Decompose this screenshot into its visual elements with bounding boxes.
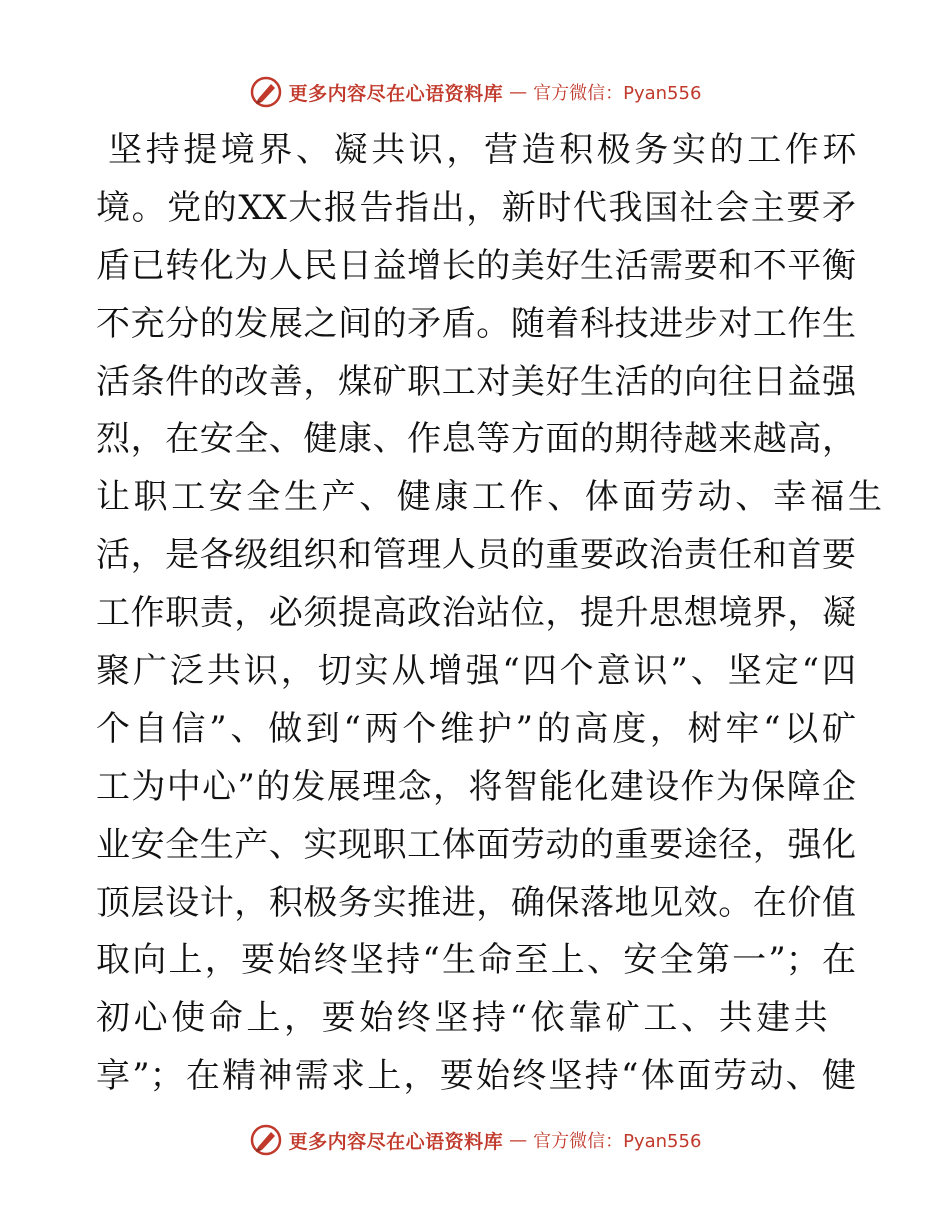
text-line: 不充分的发展之间的矛盾。随着科技进步对工作生 bbox=[96, 303, 856, 344]
text-line: 取向上，要始终坚持“生命至上、安全第一”；在 bbox=[96, 940, 856, 981]
text-line: 烈，在安全、健康、作息等方面的期待越来越高， bbox=[96, 419, 856, 460]
watermark-separator: — bbox=[509, 1129, 528, 1151]
text-line: 顶层设计，积极务实推进，确保落地见效。在价值 bbox=[96, 882, 856, 923]
document-body bbox=[96, 122, 886, 1106]
text-line: 让职工安全生产、健康工作、体面劳动、幸福生 bbox=[96, 477, 886, 518]
text-line: 坚持提境界、凝共识，营造积极务实的工作环 bbox=[108, 130, 860, 170]
text-line: 业安全生产、实现职工体面劳动的重要途径，强化 bbox=[96, 824, 856, 865]
text-line: 活，是各级组织和管理人员的重要政治责任和首要 bbox=[96, 535, 856, 576]
pen-logo-icon bbox=[249, 75, 283, 109]
footer-watermark bbox=[0, 1120, 950, 1160]
watermark-title: 更多内容尽在心语资料库 bbox=[288, 82, 504, 105]
text-line: 境。党的XX大报告指出，新时代我国社会主要矛 bbox=[96, 187, 856, 228]
pen-logo-icon bbox=[249, 1123, 283, 1157]
text-line: 初心使命上，要始终坚持“依靠矿工、共建共 bbox=[96, 998, 832, 1039]
watermark-wechat: 官方微信：Pyan556 bbox=[533, 1131, 702, 1152]
text-line: 工作职责，必须提高政治站位，提升思想境界，凝 bbox=[96, 593, 856, 634]
text-line: 盾已转化为人民日益增长的美好生活需要和不平衡 bbox=[96, 245, 856, 286]
watermark-wechat: 官方微信：Pyan556 bbox=[533, 83, 702, 104]
text-line: 聚广泛共识，切实从增强“四个意识”、坚定“四 bbox=[96, 651, 856, 692]
text-line: 个自信”、做到“两个维护”的高度，树牢“以矿 bbox=[96, 708, 856, 749]
text-line: 工为中心”的发展理念，将智能化建设作为保障企 bbox=[96, 766, 856, 807]
header-watermark bbox=[0, 72, 950, 112]
watermark-separator: — bbox=[509, 81, 528, 103]
text-line: 享”；在精神需求上，要始终坚持“体面劳动、健 bbox=[96, 1056, 856, 1097]
text-line: 活条件的改善，煤矿职工对美好生活的向往日益强 bbox=[96, 361, 856, 402]
watermark-title: 更多内容尽在心语资料库 bbox=[288, 1130, 504, 1153]
